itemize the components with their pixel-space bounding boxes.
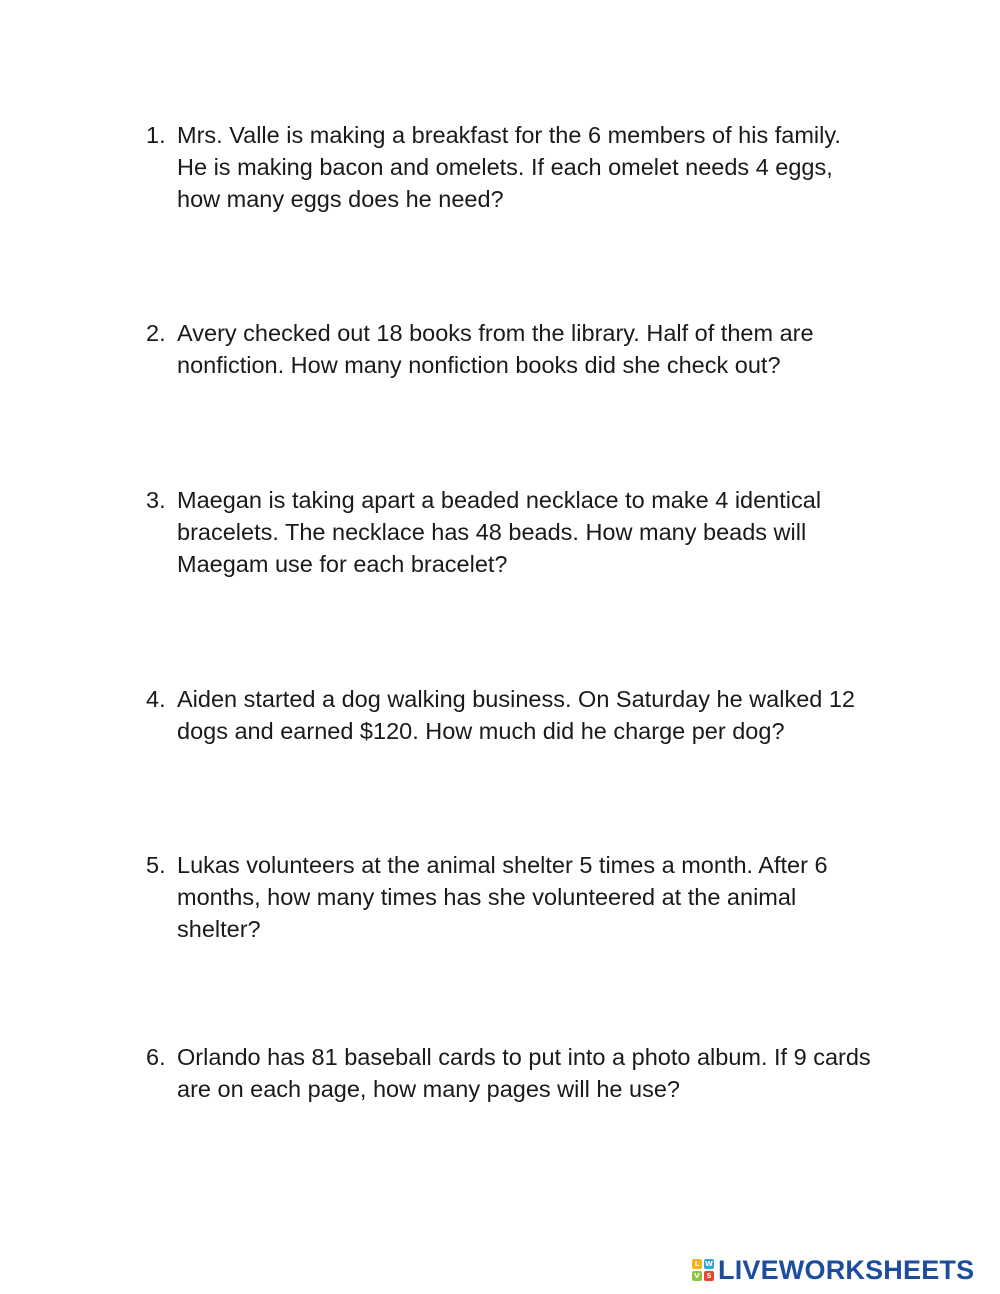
logo-square-v: V (692, 1271, 702, 1281)
brand-name: LIVEWORKSHEETS (718, 1254, 975, 1285)
logo-square-l: L (692, 1259, 702, 1269)
logo-square-s: S (704, 1271, 714, 1281)
problem-number: 2. (146, 320, 166, 346)
logo-square-w: W (705, 1260, 713, 1268)
problem-6 (146, 1041, 906, 1105)
problem-3 (146, 484, 906, 580)
problem-number: 6. (146, 1044, 166, 1070)
problem-number: 3. (146, 487, 166, 513)
problem-number: 5. (146, 852, 166, 878)
problem-5 (146, 849, 906, 945)
problem-text: Maegan is taking apart a beaded necklace to make 4 identical bracelets. The necklace has 48 beads. How many beads will Maegam use for each bracelet? (177, 487, 822, 577)
liveworksheets-brand (692, 1253, 974, 1287)
problem-1 (146, 119, 906, 215)
problem-text: Orlando has 81 baseball cards to put into a photo album. If 9 cards are on each page, how many pages will he use? (177, 1044, 871, 1102)
problem-number: 4. (146, 686, 166, 712)
problem-text: Mrs. Valle is making a breakfast for the 6 members of his family. He is making bacon and omelets. If each omelet needs 4 eggs, how many eggs does he need? (177, 122, 841, 212)
liveworksheets-logo-icon (692, 1259, 714, 1281)
problem-4 (146, 683, 906, 747)
problem-number: 1. (146, 122, 166, 148)
problem-text: Aiden started a dog walking business. On Saturday he walked 12 dogs and earned $120. How much did he charge per dog? (177, 686, 856, 744)
problem-text: Avery checked out 18 books from the library. Half of them are nonfiction. How many nonfiction books did she check out? (177, 320, 814, 378)
problem-text: Lukas volunteers at the animal shelter 5 times a month. After 6 months, how many times has she volunteered at the animal shelter? (177, 852, 828, 942)
problem-2 (146, 317, 906, 381)
